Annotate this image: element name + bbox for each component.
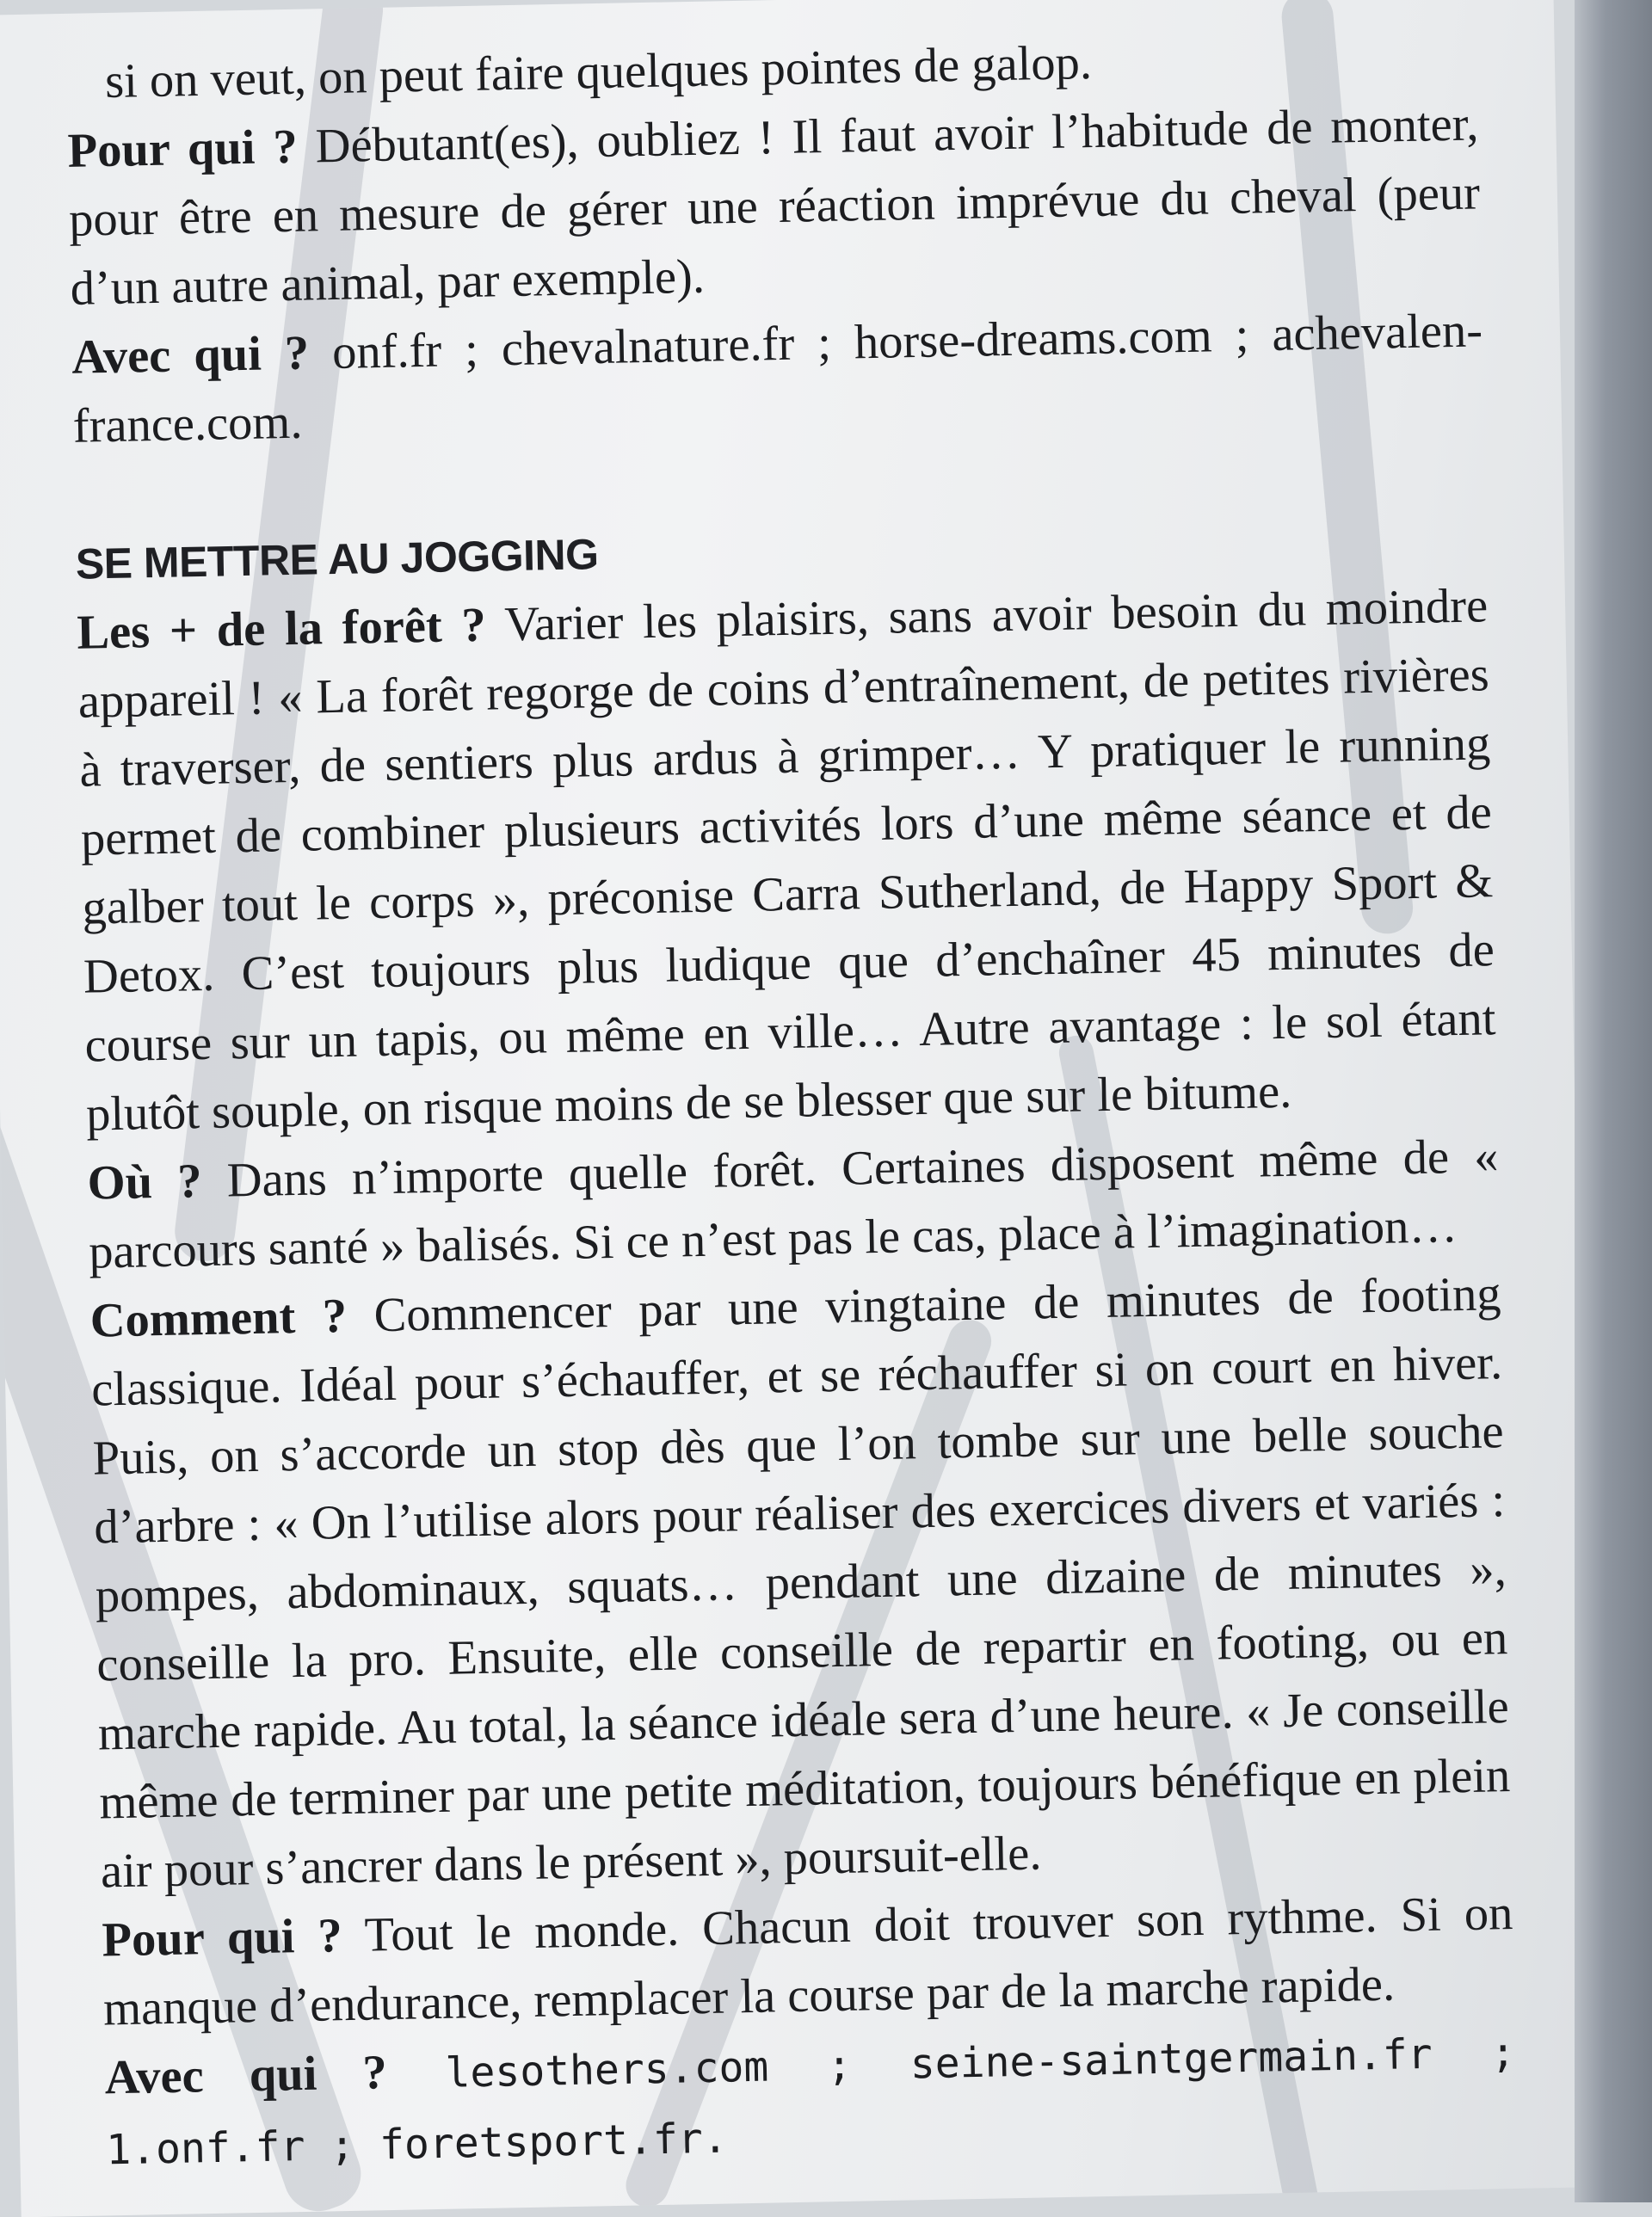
label-avec-qui: Avec qui ?	[71, 326, 310, 385]
paragraph-pour-qui-2	[102, 1879, 1515, 2043]
article-body	[65, 21, 1517, 2184]
text-pour-qui: Débutant(es), oubliez ! Il faut avoir l’habitude de monter, pour être en mesure de gérer une réaction imprévue du cheval (peur d’un autre animal, par exemple).	[68, 97, 1481, 316]
paragraph-pour-qui-1	[67, 89, 1482, 323]
page-edge-shadow	[1575, 0, 1652, 2202]
text-avec-qui: onf.fr ; chevalnature.fr ; horse-dreams.com ; achevalen-france.com.	[72, 304, 1483, 453]
text-les-plus: Varier les plaisirs, sans avoir besoin du moindre appareil ! « La forêt regorge de coins d’entraînement, de petites rivières à traverser, de sentiers plus ardus à grimper… Y pratiquer le running permet de combiner plusieurs activités lors d’une même séance et de galber tout le corps », préconise Carra Sutherland, de Happy Sport & Detox. C’est toujours plus ludique que d’enchaîner 45 minutes de course sur un tapis, ou même en ville… Autre avantage : le sol étant plutôt souple, on risque moins de se blesser que sur le bitume.	[77, 579, 1496, 1142]
paragraph-avec-qui-1	[71, 296, 1484, 460]
label-pour-qui: Pour qui ?	[67, 120, 299, 178]
label-pour-qui-2: Pour qui ?	[101, 1909, 343, 1968]
label-les-plus: Les + de la forêt ?	[76, 598, 487, 660]
paragraph-les-plus	[77, 571, 1498, 1149]
text-avec-qui-2: lesothers.com ; seine-saintgermain.fr ; 1.onf.fr ; foretsport.fr.	[105, 2028, 1516, 2175]
label-ou: Où ?	[87, 1155, 203, 1210]
paragraph-ou	[87, 1122, 1501, 1286]
intro-fragment: si on veut, on peut faire quelques pointes de galop.	[104, 35, 1093, 108]
label-comment: Comment ?	[89, 1289, 348, 1348]
paragraph-avec-qui-2	[104, 2017, 1518, 2184]
paragraph-comment	[89, 1259, 1513, 1906]
text-comment: Commencer par une vingtaine de minutes de footing classique. Idéal pour s’échauffer, et se réchauffer si on court en hiver. Puis, on s’accorde un stop dès que l’on tombe sur une belle souche d’arbre : « On l’utilise alors pour réaliser des exercices divers et variés : pompes, abdominaux, squats… pendant une dizaine de minutes », conseille la pro. Ensuite, elle conseille de repartir en footing, ou en marche rapide. Au total, la séance idéale sera d’une heure. « Je conseille même de terminer par une petite méditation, toujours bénéfique en plein air pour s’ancrer dans le présent », poursuit-elle.	[90, 1267, 1511, 1899]
text-pour-qui-2: Tout le monde. Chacun doit trouver son rythme. Si on manque d’endurance, remplacer la course par de la marche rapide.	[102, 1886, 1513, 2036]
label-avec-qui-2: Avec qui ?	[104, 2046, 388, 2105]
text-ou: Dans n’importe quelle forêt. Certaines disposent même de « parcours santé » balisés. Si ce n’est pas le cas, place à l’imagination…	[88, 1130, 1499, 1279]
section-heading: SE METTRE AU JOGGING	[75, 530, 599, 588]
